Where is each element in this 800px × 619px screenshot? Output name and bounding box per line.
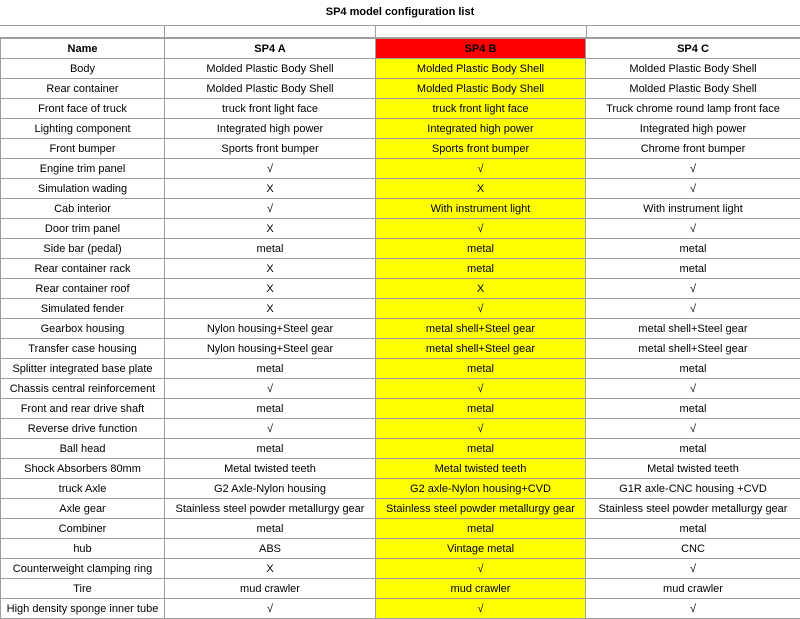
cell-sp4-b: Molded Plastic Body Shell	[376, 59, 586, 79]
spacer-cell	[0, 26, 165, 37]
cell-sp4-a: mud crawler	[165, 579, 376, 599]
table-row	[1, 99, 800, 119]
cell-name: hub	[1, 539, 165, 559]
cell-sp4-b: mud crawler	[376, 579, 586, 599]
cell-sp4-b: metal shell+Steel gear	[376, 319, 586, 339]
header-name: Name	[1, 39, 165, 59]
cell-sp4-b: √	[376, 159, 586, 179]
header-row	[1, 39, 800, 59]
cell-name: Tire	[1, 579, 165, 599]
cell-sp4-b: Sports front bumper	[376, 139, 586, 159]
table-row	[1, 79, 800, 99]
table-row	[1, 159, 800, 179]
cell-sp4-b: √	[376, 379, 586, 399]
cell-name: Splitter integrated base plate	[1, 359, 165, 379]
cell-name: Lighting component	[1, 119, 165, 139]
cell-name: Door trim panel	[1, 219, 165, 239]
cell-sp4-c: metal shell+Steel gear	[586, 339, 800, 359]
cell-sp4-a: Integrated high power	[165, 119, 376, 139]
cell-sp4-a: metal	[165, 519, 376, 539]
cell-name: Body	[1, 59, 165, 79]
cell-sp4-a: Nylon housing+Steel gear	[165, 319, 376, 339]
spacer-cell	[587, 26, 800, 37]
cell-sp4-a: √	[165, 599, 376, 619]
table-row	[1, 379, 800, 399]
cell-name: Counterweight clamping ring	[1, 559, 165, 579]
cell-sp4-b: Molded Plastic Body Shell	[376, 79, 586, 99]
cell-name: Gearbox housing	[1, 319, 165, 339]
cell-sp4-a: Sports front bumper	[165, 139, 376, 159]
cell-sp4-b: X	[376, 179, 586, 199]
cell-sp4-a: X	[165, 219, 376, 239]
cell-sp4-c: metal	[586, 519, 800, 539]
table-row	[1, 259, 800, 279]
cell-sp4-a: √	[165, 419, 376, 439]
cell-name: Front and rear drive shaft	[1, 399, 165, 419]
cell-sp4-c: metal	[586, 399, 800, 419]
cell-name: Transfer case housing	[1, 339, 165, 359]
table-row	[1, 239, 800, 259]
cell-sp4-a: √	[165, 159, 376, 179]
table-row	[1, 299, 800, 319]
cell-sp4-c: √	[586, 419, 800, 439]
cell-sp4-b: √	[376, 599, 586, 619]
table-row	[1, 419, 800, 439]
cell-name: Axle gear	[1, 499, 165, 519]
cell-sp4-c: metal	[586, 439, 800, 459]
cell-name: Rear container roof	[1, 279, 165, 299]
header-sp4-b: SP4 B	[376, 39, 586, 59]
cell-name: Side bar (pedal)	[1, 239, 165, 259]
cell-sp4-a: metal	[165, 359, 376, 379]
cell-sp4-a: Nylon housing+Steel gear	[165, 339, 376, 359]
cell-sp4-c: √	[586, 299, 800, 319]
cell-sp4-c: metal shell+Steel gear	[586, 319, 800, 339]
cell-sp4-a: Molded Plastic Body Shell	[165, 59, 376, 79]
cell-name: Reverse drive function	[1, 419, 165, 439]
cell-sp4-c: metal	[586, 259, 800, 279]
cell-sp4-b: Metal twisted teeth	[376, 459, 586, 479]
cell-sp4-c: Metal twisted teeth	[586, 459, 800, 479]
cell-sp4-b: √	[376, 219, 586, 239]
cell-sp4-b: √	[376, 299, 586, 319]
cell-sp4-b: metal	[376, 439, 586, 459]
cell-name: Front bumper	[1, 139, 165, 159]
cell-sp4-c: Molded Plastic Body Shell	[586, 59, 800, 79]
configuration-table	[0, 38, 800, 619]
table-row	[1, 199, 800, 219]
cell-sp4-c: √	[586, 279, 800, 299]
cell-sp4-b: metal	[376, 519, 586, 539]
cell-sp4-b: Vintage metal	[376, 539, 586, 559]
cell-sp4-b: metal	[376, 359, 586, 379]
cell-sp4-a: √	[165, 379, 376, 399]
table-row	[1, 339, 800, 359]
cell-sp4-c: CNC	[586, 539, 800, 559]
cell-sp4-b: Integrated high power	[376, 119, 586, 139]
cell-sp4-b: metal shell+Steel gear	[376, 339, 586, 359]
table-row	[1, 139, 800, 159]
cell-sp4-c: mud crawler	[586, 579, 800, 599]
cell-sp4-b: metal	[376, 399, 586, 419]
cell-name: Simulated fender	[1, 299, 165, 319]
table-row	[1, 59, 800, 79]
table-row	[1, 219, 800, 239]
table-row	[1, 399, 800, 419]
sheet-title: SP4 model configuration list	[0, 0, 800, 26]
table-row	[1, 439, 800, 459]
table-row	[1, 559, 800, 579]
header-sp4-a: SP4 A	[165, 39, 376, 59]
table-row	[1, 539, 800, 559]
cell-sp4-c: √	[586, 179, 800, 199]
cell-sp4-a: X	[165, 279, 376, 299]
cell-sp4-a: metal	[165, 399, 376, 419]
cell-sp4-b: metal	[376, 239, 586, 259]
cell-name: Rear container rack	[1, 259, 165, 279]
cell-name: Front face of truck	[1, 99, 165, 119]
cell-sp4-b: √	[376, 559, 586, 579]
cell-name: Cab interior	[1, 199, 165, 219]
cell-sp4-c: metal	[586, 239, 800, 259]
cell-sp4-c: √	[586, 559, 800, 579]
table-row	[1, 279, 800, 299]
cell-name: Engine trim panel	[1, 159, 165, 179]
cell-sp4-a: X	[165, 299, 376, 319]
cell-sp4-b: With instrument light	[376, 199, 586, 219]
table-row	[1, 459, 800, 479]
cell-sp4-b: truck front light face	[376, 99, 586, 119]
cell-name: Chassis central reinforcement	[1, 379, 165, 399]
table-row	[1, 479, 800, 499]
cell-sp4-c: √	[586, 599, 800, 619]
cell-name: Rear container	[1, 79, 165, 99]
cell-sp4-a: ABS	[165, 539, 376, 559]
cell-name: truck Axle	[1, 479, 165, 499]
table-body	[1, 59, 800, 619]
cell-name: Simulation wading	[1, 179, 165, 199]
cell-sp4-c: metal	[586, 359, 800, 379]
cell-sp4-b: √	[376, 419, 586, 439]
cell-sp4-b: G2 axle-Nylon housing+CVD	[376, 479, 586, 499]
cell-sp4-a: metal	[165, 439, 376, 459]
spacer-cell	[376, 26, 586, 37]
cell-sp4-a: Metal twisted teeth	[165, 459, 376, 479]
cell-name: High density sponge inner tube	[1, 599, 165, 619]
cell-sp4-b: Stainless steel powder metallurgy gear	[376, 499, 586, 519]
cell-sp4-c: With instrument light	[586, 199, 800, 219]
cell-sp4-a: G2 Axle-Nylon housing	[165, 479, 376, 499]
cell-sp4-c: Molded Plastic Body Shell	[586, 79, 800, 99]
cell-sp4-a: X	[165, 259, 376, 279]
spacer-cell	[165, 26, 376, 37]
cell-sp4-c: √	[586, 219, 800, 239]
table-row	[1, 179, 800, 199]
cell-sp4-a: metal	[165, 239, 376, 259]
spacer-row	[0, 26, 800, 38]
table-row	[1, 499, 800, 519]
cell-name: Shock Absorbers 80mm	[1, 459, 165, 479]
cell-sp4-c: √	[586, 159, 800, 179]
cell-name: Combiner	[1, 519, 165, 539]
cell-name: Ball head	[1, 439, 165, 459]
cell-sp4-a: X	[165, 559, 376, 579]
cell-sp4-c: Truck chrome round lamp front face	[586, 99, 800, 119]
cell-sp4-c: G1R axle-CNC housing +CVD	[586, 479, 800, 499]
table-row	[1, 519, 800, 539]
table-row	[1, 319, 800, 339]
cell-sp4-a: X	[165, 179, 376, 199]
header-sp4-c: SP4 C	[586, 39, 800, 59]
cell-sp4-c: Stainless steel powder metallurgy gear	[586, 499, 800, 519]
cell-sp4-a: Stainless steel powder metallurgy gear	[165, 499, 376, 519]
cell-sp4-c: Chrome front bumper	[586, 139, 800, 159]
cell-sp4-c: √	[586, 379, 800, 399]
table-row	[1, 119, 800, 139]
cell-sp4-a: truck front light face	[165, 99, 376, 119]
cell-sp4-c: Integrated high power	[586, 119, 800, 139]
table-row	[1, 359, 800, 379]
cell-sp4-b: metal	[376, 259, 586, 279]
cell-sp4-b: X	[376, 279, 586, 299]
table-row	[1, 579, 800, 599]
cell-sp4-a: Molded Plastic Body Shell	[165, 79, 376, 99]
cell-sp4-a: √	[165, 199, 376, 219]
